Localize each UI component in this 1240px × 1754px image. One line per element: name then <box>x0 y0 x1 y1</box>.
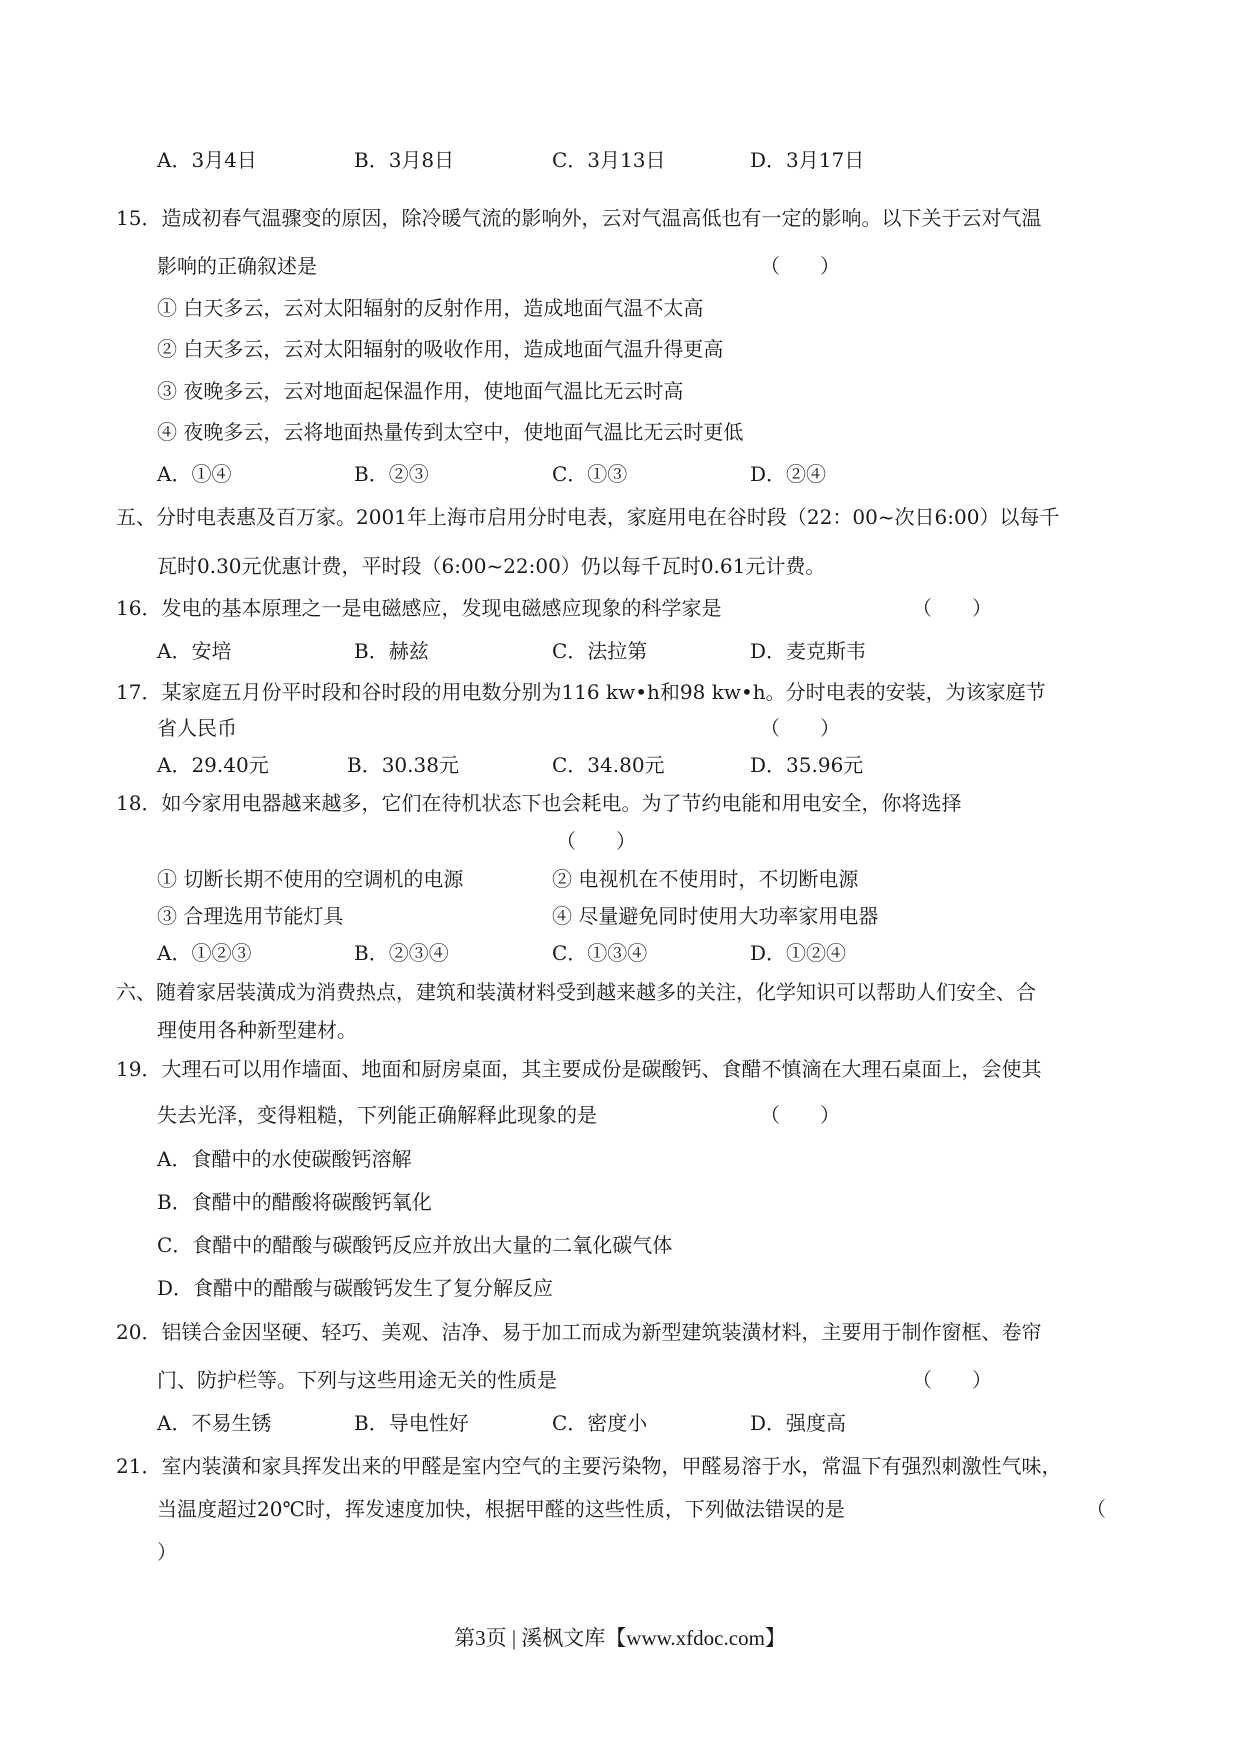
q14-option-d: D．3月17日 <box>750 148 865 172</box>
q20-stem-line-2: 门、防护栏等。下列与这些用途无关的性质是 <box>157 1368 557 1392</box>
section-5-intro-line-1: 五、分时电表惠及百万家。2001年上海市启用分时电表，家庭用电在谷时段（22：00~次日6:00）以每千 <box>116 505 1060 529</box>
q20-answer-blank: （ ） <box>912 1368 992 1392</box>
q17-option-b: B．30.38元 <box>347 753 459 777</box>
q15-item-4: ④ 夜晚多云，云将地面热量传到太空中，使地面气温比无云时更低 <box>157 420 744 444</box>
q15-answer-blank: （ ） <box>760 254 840 278</box>
q15-item-2: ② 白天多云，云对太阳辐射的吸收作用，造成地面气温升得更高 <box>157 337 724 361</box>
q18-answer-blank: （ ） <box>556 829 636 853</box>
q15-option-b: B．②③ <box>354 462 429 486</box>
q21-stem-line-2: 当温度超过20℃时，挥发速度加快，根据甲醛的这些性质，下列做法错误的是 <box>157 1497 845 1521</box>
q18-item-1: ① 切断长期不使用的空调机的电源 <box>157 867 464 891</box>
q19-stem-line-2: 失去光泽，变得粗糙，下列能正确解释此现象的是 <box>157 1103 597 1127</box>
q15-option-a: A．①④ <box>157 462 232 486</box>
q18-option-d: D．①②④ <box>750 941 847 965</box>
q16-option-d: D．麦克斯韦 <box>750 639 867 663</box>
q18-option-a: A．①②③ <box>157 941 252 965</box>
q17-option-d: D．35.96元 <box>750 753 864 777</box>
section-6-intro-line-1: 六、随着家居装潢成为消费热点，建筑和装潢材料受到越来越多的关注，化学知识可以帮助人们安全、合 <box>116 980 1036 1004</box>
q16-option-b: B．赫兹 <box>354 639 429 663</box>
q14-option-c: C．3月13日 <box>552 148 666 172</box>
page-footer: 第3页 | 溪枫文库【www.xfdoc.com】 <box>454 1626 786 1650</box>
q20-option-a: A．不易生锈 <box>157 1411 272 1435</box>
q18-option-c: C．①③④ <box>552 941 648 965</box>
q15-option-d: D．②④ <box>750 462 827 486</box>
q19-answer-blank: （ ） <box>760 1103 840 1127</box>
q19-option-c: C．食醋中的醋酸与碳酸钙反应并放出大量的二氧化碳气体 <box>157 1233 673 1257</box>
section-6-intro-line-2: 理使用各种新型建材。 <box>157 1018 357 1042</box>
q17-option-a: A．29.40元 <box>157 753 269 777</box>
q15-stem-line-2: 影响的正确叙述是 <box>157 254 317 278</box>
q20-stem-line-1: 20．铝镁合金因坚硬、轻巧、美观、洁净、易于加工而成为新型建筑装潢材料，主要用于制作窗框、卷帘 <box>116 1320 1042 1344</box>
q15-option-c: C．①③ <box>552 462 628 486</box>
q17-stem-line-1: 17．某家庭五月份平时段和谷时段的用电数分别为116 kw•h和98 kw•h。分时电表的安装，为该家庭节 <box>116 680 1046 704</box>
q14-option-b: B．3月8日 <box>354 148 455 172</box>
q17-stem-line-2: 省人民币 <box>157 716 237 740</box>
q21-answer-blank-close: ） <box>157 1540 177 1564</box>
q16-option-a: A．安培 <box>157 639 232 663</box>
q15-stem-line-1: 15．造成初春气温骤变的原因，除冷暖气流的影响外，云对气温高低也有一定的影响。以下关于云对气温 <box>116 206 1042 230</box>
q16-answer-blank: （ ） <box>912 596 992 620</box>
section-5-intro-line-2: 瓦时0.30元优惠计费，平时段（6:00~22:00）仍以每千瓦时0.61元计费。 <box>157 554 826 578</box>
q17-option-c: C．34.80元 <box>552 753 665 777</box>
q21-stem-line-1: 21．室内装潢和家具挥发出来的甲醛是室内空气的主要污染物，甲醛易溶于水，常温下有强烈刺激性气味， <box>116 1454 1062 1478</box>
q19-option-d: D．食醋中的醋酸与碳酸钙发生了复分解反应 <box>157 1276 554 1300</box>
q18-item-2: ② 电视机在不使用时，不切断电源 <box>552 867 859 891</box>
q20-option-d: D．强度高 <box>750 1411 847 1435</box>
q14-option-a: A．3月4日 <box>157 148 257 172</box>
q18-stem: 18．如今家用电器越来越多，它们在待机状态下也会耗电。为了节约电能和用电安全，你将选择 <box>116 791 962 815</box>
q19-stem-line-1: 19．大理石可以用作墙面、地面和厨房桌面，其主要成份是碳酸钙、食醋不慎滴在大理石桌面上，会使其 <box>116 1057 1042 1081</box>
q18-option-b: B．②③④ <box>354 941 449 965</box>
q15-item-3: ③ 夜晚多云，云对地面起保温作用，使地面气温比无云时高 <box>157 379 684 403</box>
q19-option-b: B．食醋中的醋酸将碳酸钙氧化 <box>157 1190 432 1214</box>
q21-answer-blank-open: （ <box>1086 1497 1106 1521</box>
q16-stem: 16．发电的基本原理之一是电磁感应，发现电磁感应现象的科学家是 <box>116 596 722 620</box>
q20-option-c: C．密度小 <box>552 1411 648 1435</box>
q18-item-4: ④ 尽量避免同时使用大功率家用电器 <box>552 904 879 928</box>
q17-answer-blank: （ ） <box>760 716 840 740</box>
q18-item-3: ③ 合理选用节能灯具 <box>157 904 344 928</box>
q16-option-c: C．法拉第 <box>552 639 648 663</box>
q15-item-1: ① 白天多云，云对太阳辐射的反射作用，造成地面气温不太高 <box>157 296 704 320</box>
q20-option-b: B．导电性好 <box>354 1411 469 1435</box>
q19-option-a: A．食醋中的水使碳酸钙溶解 <box>157 1147 412 1171</box>
